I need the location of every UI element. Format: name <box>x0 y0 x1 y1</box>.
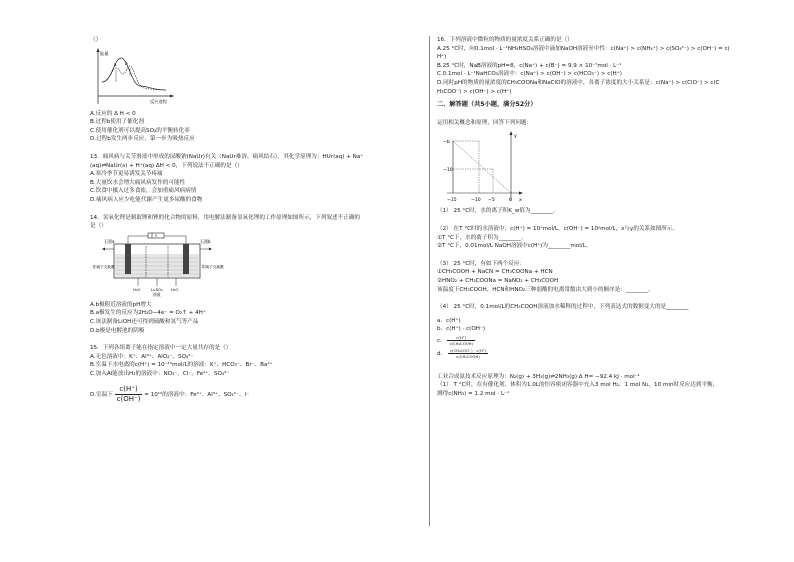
anion-membrane-label: 阴离子交换膜 <box>202 264 224 269</box>
q15-d-suffix: = 10¹²的溶液中：Fe²⁺、Al³⁺、SO₄²⁻、I⁻ <box>144 392 250 399</box>
option-d-fraction <box>448 348 488 359</box>
q13-option-d: D.痛风病人应少吃能代谢产生更多尿酸的食物 <box>90 196 203 203</box>
q13-stem-1: 13．痛风病与关节滑液中形成的尿酸钠(NaUr)有关（NaUr难溶，痛风结石），其化学原理为：HUr(aq) + Na⁺ <box>90 153 364 160</box>
q18-part-1: （1） T °C时，在有催化剂、体积为1.0L的恒容密闭容器中充入3 mol H₂、1 mol N₂，10 min时反应达到平衡， <box>437 382 719 389</box>
q12-option-a: A.反应的 Δ H < 0 <box>90 110 136 117</box>
solution-label: 溶液 <box>153 291 161 297</box>
q13-stem-2: (aq)⇌NaUr(s) + H⁺(aq) ΔH < 0，下列说法不正确的是（） <box>90 162 243 169</box>
q17-part-2-2: ②T °C下，0.01mol/L NaOH溶液中c(H⁺)为________mol/L。 <box>437 243 592 250</box>
q17-intro: 运用相关概念和原理，回答下列问题： <box>437 119 533 126</box>
q13-option-b: B.大量饮水会增大痛风病发作的可能性 <box>90 179 186 186</box>
q14-stem-1: 14．氢氧化锂是制取锂和锂的化合物的原料，用电解法制备氢氧化锂的工作原理如图所示，下列叙述不正确的 <box>90 214 361 221</box>
q18-part-1-cont: 测得c(NH₃) = 1.2 mol · L⁻¹ <box>437 391 510 398</box>
h2o-right-label: H₂O <box>171 286 179 292</box>
q15-option-c: C.加入Al能放出H₂的溶液中：NO₃⁻、Cl⁻、Fe²⁺、SO₄²⁻ <box>90 370 230 377</box>
graph-y-axis: y <box>514 134 517 140</box>
graph-tick-minus-10: −10 <box>443 168 453 174</box>
graphite-b-label: 石墨b <box>200 238 211 244</box>
svg-text:b: b <box>125 60 128 66</box>
q16-option-a: A.25 °C时，向0.1mol · L⁻¹NH₄HSO₄溶液中滴加NaOH溶液至中性：c(Na⁺) > c(NH₄⁺) > c(SO₄²⁻) > c(OH⁻) = c( <box>437 45 730 52</box>
q12-option-d: D.过程b发生两步反应，第一步为吸热反应 <box>90 136 195 143</box>
electrolysis-diagram <box>92 232 242 300</box>
xy-relation-graph <box>443 129 525 205</box>
q13-option-a: A.寒冷季节更易诱发关节疼痛 <box>90 171 163 178</box>
graph-x-axis: x <box>519 198 522 204</box>
column-divider <box>429 36 430 526</box>
q17-part-1: （1） 25 °C时，水的离子积K_w值为________。 <box>437 208 559 215</box>
cation-membrane-label: 阳离子交换膜 <box>93 264 115 269</box>
energy-axis-label: 能量 <box>100 50 109 56</box>
q12-option-b: B.过程b使用了催化剂 <box>90 119 144 126</box>
q15-fraction-den: c(OH⁻) <box>116 395 141 404</box>
option-c-den: c(CH₃COOH) <box>449 340 474 346</box>
option-c-num: c(H⁺) <box>447 335 475 341</box>
q13-option-c: C.饮食中摄入过多食盐，会加重痛风病病情 <box>90 188 197 195</box>
q17-part-4-option-d <box>437 348 779 359</box>
graph-tick-x-0: 0 <box>509 198 512 204</box>
graphite-a-label: 石墨a <box>104 238 115 244</box>
option-d-num: c(CH₃COO⁻) · c(H⁺) <box>449 347 487 353</box>
graph-tick-x-minus-5: −5 <box>488 198 495 204</box>
q17-part-2: （2） 在T °C时的水溶液中，c(H⁺) = 10ˣmol/L，c(OH⁻) = 10ʸmol/L，x与y的关系如图所示。 <box>437 225 679 232</box>
q17-part-4-option-b: b．c(H⁺) · c(OH⁻) <box>437 326 486 333</box>
q15-stem: 15．下列各组离子能在指定溶液中一定大量共存的是（） <box>90 345 232 352</box>
reaction-axis-label: 反应进程 <box>150 98 167 104</box>
q18-stem: 工业合成氨技术反应原理为：N₂(g) + 3H₂(g)⇌2NH₃(g) Δ H= −92.4 kJ · mol⁻¹ <box>437 373 640 380</box>
q17-part-3: （3） 25 °C时，有如下两个反应： <box>437 260 526 267</box>
option-c-label: c． <box>437 337 446 344</box>
q16-option-a-cont: H⁺) <box>437 54 447 61</box>
q16-option-c: C.0.1mol · L⁻¹NaHCO₃溶液中：c(Na⁺) > c(OH⁻) > c(HCO₃⁻) > c(H⁺) <box>437 71 622 78</box>
graph-tick-minus-b: −b <box>443 140 450 146</box>
q17-part-4-option-c <box>437 335 779 346</box>
option-c-fraction <box>447 335 475 346</box>
q14-option-a: A.b极附近溶液的pH增大 <box>90 301 152 308</box>
option-d-den: c(CH₃COOH) <box>456 353 480 359</box>
q14-option-c: C.该法制备LiOH还可得到硫酸和氢气等产品 <box>90 318 199 325</box>
option-d-label: d． <box>437 350 447 357</box>
right-column <box>437 36 779 399</box>
section-heading: 二、解答题（共5小题，满分52分） <box>437 101 537 109</box>
q14-option-b: B.a极发生的反应为2H₂O−4e⁻ = O₂↑ + 4H⁺ <box>90 310 206 317</box>
q17-part-3-ask: 该温度下CH₃COOH、HCN和HNO₂三种弱酸的电离常数由大到小的顺序是：________。 <box>437 286 654 293</box>
q14-stem-2: 是（） <box>90 223 107 230</box>
q12-option-c: C.使用催化剂可以提高SO₂的平衡转化率 <box>90 127 190 134</box>
q15-option-d <box>90 385 420 404</box>
q16-option-b: B.25 °C时，NaB溶液的pH=8，c(Na⁺) + c(B⁻) = 9.9 × 10⁻⁷mol · L⁻¹ <box>437 62 622 69</box>
h2o-left-label: H₂O <box>133 286 141 292</box>
graph-tick-x-minus-10: −10 <box>471 198 481 204</box>
q17-part-4-option-a: a．c(H⁺) <box>437 317 461 324</box>
q15-d-prefix: D.室温下 <box>90 392 113 399</box>
svg-text:a: a <box>114 61 117 67</box>
q16-option-d-cont: H₃COO⁻) > c(OH⁻) > c(H⁺) <box>437 88 512 95</box>
q16-option-d: D.同时pH的物质的量浓度的CH₃COONa和NaClO的溶液中，各离子浓度的大小关系是：c(Na⁺) > c(ClO⁻) > c(C <box>437 79 720 86</box>
q15-fraction <box>115 385 143 404</box>
li2so4-label: Li₂SO₄ <box>151 286 163 292</box>
q15-fraction-num: c(H⁺) <box>115 385 143 395</box>
q15-option-b: B.室温下水电离的c(H⁺) = 10⁻¹³mol/L的溶液：K⁺、HCO₃⁻、Br⁻、Ba²⁺ <box>90 362 273 369</box>
q16-stem: 16．下列溶液中微粒的物质的量浓度关系正确的是（） <box>437 37 573 43</box>
q17-reaction-2: ②HNO₂ + CH₃COONa = NaNO₂ + CH₃COOH <box>437 277 559 284</box>
left-column <box>90 36 420 404</box>
energy-diagram <box>94 46 176 108</box>
q17-part-2-1: ①T °C下，水的离子积为________。 <box>437 234 527 241</box>
q14-option-d: D.b极是电解池的阴极 <box>90 327 145 334</box>
q15-option-a: A.无色溶液中：K⁺、Al³⁺、AlO₂⁻、SO₄²⁻ <box>90 353 194 360</box>
graph-tick-x-minus-15: −15 <box>447 198 457 204</box>
q17-reaction-1: ①CH₃COOH + NaCN = CH₃COONa + HCN <box>437 269 553 276</box>
q17-part-4: （4） 25 °C时，0.1mol/L的CH₃COOH溶液加水稀释的过程中，下列表达式的数据变大的是________ <box>437 304 689 311</box>
q12-paren: （） <box>90 37 102 43</box>
